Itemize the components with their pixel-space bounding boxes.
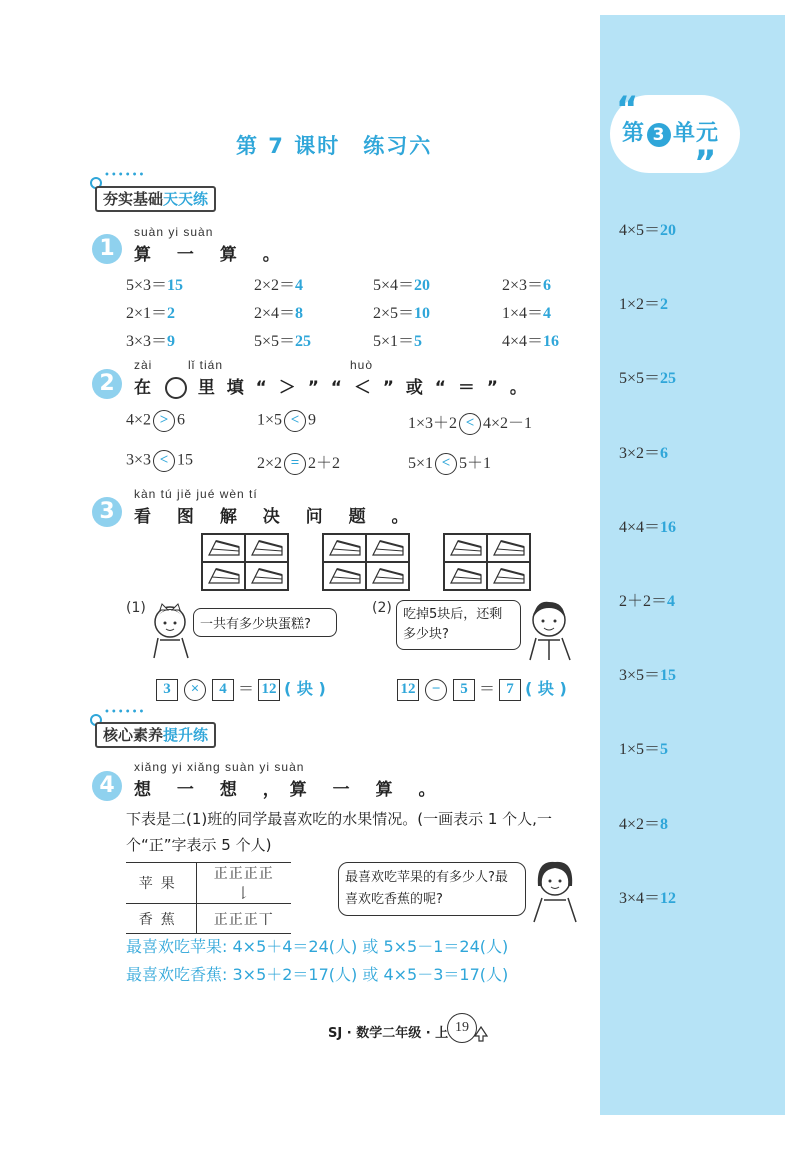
left-expression: 4×2	[126, 411, 152, 429]
answer: 8	[660, 815, 669, 833]
cake-icon	[206, 565, 242, 587]
cake-icon	[448, 537, 484, 559]
section-basic-practice: 夯实基础天天练	[95, 186, 216, 212]
expression: 5×5＝	[619, 370, 661, 388]
cake-cell	[366, 562, 409, 590]
sidebar-answer-item	[619, 662, 676, 685]
cake-box	[322, 533, 410, 591]
right-expression: 5＋1	[459, 455, 492, 472]
right-expression: 9	[308, 411, 317, 429]
answer: 20	[414, 277, 431, 294]
cake-icon	[206, 537, 242, 559]
answer: 16	[660, 518, 677, 536]
blank-circle-icon	[165, 377, 187, 399]
answer: 6	[543, 277, 552, 294]
answer-sign: =	[284, 453, 306, 475]
table-cell: 苹果	[126, 863, 196, 904]
cake-cell	[245, 534, 288, 562]
table-cell: 香蕉	[126, 904, 196, 934]
calc-item	[373, 272, 430, 295]
answer-banana: 最喜欢吃香蕉: 3×5＋2＝17(人) 或 4×5－3＝17(人)	[126, 965, 509, 984]
cake-cell	[323, 534, 366, 562]
calc-item	[373, 300, 430, 323]
problem-description: 下表是二(1)班的同学最喜欢吃的水果情况。(一画表示 1 个人,一个“正”字表示 5 个人)	[126, 810, 552, 854]
cake-cell	[323, 562, 366, 590]
expression: 5×4＝	[373, 277, 415, 294]
sidebar-answer-item	[619, 514, 676, 537]
expression: 5×3＝	[126, 277, 168, 294]
answer: 4	[295, 277, 304, 294]
cake-icon	[491, 565, 527, 587]
equation-1: 3 × 4 ＝ 12 ( 块 )	[156, 676, 326, 701]
expression: 4×4＝	[619, 518, 661, 536]
cake-cell	[366, 534, 409, 562]
section-dots: ••••••	[104, 707, 146, 718]
left-expression: 2×2	[257, 455, 283, 472]
answer-sign: <	[459, 413, 481, 435]
answer: 2	[167, 305, 176, 322]
answer: 5	[414, 333, 423, 350]
cake-icon	[327, 537, 363, 559]
expression: 2×1＝	[126, 305, 168, 322]
compare-item	[126, 410, 185, 432]
answer: 8	[295, 305, 304, 322]
question-text: 算 一 算 。	[134, 245, 290, 265]
answer: 25	[660, 370, 677, 388]
question-text: 看 图 解 决 问 题 。	[134, 507, 419, 527]
pinyin: xiǎng yi xiǎng suàn yi suàn	[134, 760, 305, 774]
sidebar-answer-item	[619, 440, 668, 463]
expression: 2×2＝	[254, 277, 296, 294]
left-expression: 5×1	[408, 455, 434, 472]
book-label: SJ · 数学二年级 · 上	[328, 1026, 449, 1041]
cake-box	[443, 533, 531, 591]
pinyin: kàn tú jiě jué wèn tí	[134, 487, 258, 501]
compare-item	[126, 450, 193, 472]
left-expression: 1×5	[257, 411, 283, 429]
compare-item	[257, 410, 316, 432]
answer: 4	[543, 305, 552, 322]
cake-icon	[491, 537, 527, 559]
equation-2: 12 − 5 ＝ 7 ( 块 )	[397, 676, 567, 701]
cake-cell	[202, 562, 245, 590]
cake-icon	[370, 565, 406, 587]
pinyin: suàn yi suàn	[134, 225, 214, 239]
girl-icon	[148, 598, 198, 663]
calc-item	[502, 328, 559, 351]
compare-item	[408, 450, 491, 475]
speech-bubble: 最喜欢吃苹果的有多少人?最喜欢吃香蕉的呢?	[338, 862, 526, 916]
cake-cell	[444, 534, 487, 562]
answer-sidebar	[600, 15, 785, 1115]
calc-item	[126, 300, 175, 323]
right-expression: 4×2－1	[483, 415, 533, 432]
section-dots: ••••••	[104, 170, 146, 181]
pinyin: zài	[134, 358, 153, 372]
expression: 2×3＝	[502, 277, 544, 294]
expression: 3×4＝	[619, 889, 661, 907]
pinyin: lǐ tián	[188, 358, 224, 372]
calc-item	[502, 272, 551, 295]
left-expression: 1×3＋2	[408, 415, 458, 432]
expression: 1×2＝	[619, 296, 661, 314]
question-number: 1	[92, 234, 122, 264]
cake-icon	[448, 565, 484, 587]
answer: 16	[543, 333, 560, 350]
cake-cell	[245, 562, 288, 590]
answer: 25	[295, 333, 312, 350]
calc-item	[126, 328, 175, 351]
answer: 9	[167, 333, 176, 350]
question-number: 4	[92, 771, 122, 801]
cake-cell	[202, 534, 245, 562]
left-expression: 3×3	[126, 451, 152, 469]
answer: 2	[660, 296, 669, 314]
compare-item	[408, 410, 532, 435]
table-row	[126, 904, 291, 934]
expression: 3×2＝	[619, 444, 661, 462]
compare-item	[257, 450, 340, 475]
sidebar-answer-item	[619, 365, 676, 388]
answer: 15	[660, 667, 677, 685]
cake-icon	[327, 565, 363, 587]
section-core-skills: 核心素养提升练	[95, 722, 216, 748]
answer: 15	[167, 277, 184, 294]
answer: 12	[660, 889, 677, 907]
expression: 4×2＝	[619, 815, 661, 833]
table-row	[126, 863, 291, 904]
calc-item	[254, 272, 303, 295]
sidebar-answer-item	[619, 588, 675, 611]
right-expression: 2＋2	[308, 455, 341, 472]
sidebar-answer-item	[619, 811, 668, 834]
speech-bubble: 一共有多少块蛋糕?	[193, 608, 337, 637]
expression: 5×1＝	[373, 333, 415, 350]
calc-item	[502, 300, 551, 323]
answer: 20	[660, 222, 677, 239]
open-quote-icon: “	[616, 89, 639, 129]
answer-sign: >	[153, 410, 175, 432]
expression: 1×4＝	[502, 305, 544, 322]
answer-sign: <	[284, 410, 306, 432]
calc-item	[126, 272, 183, 295]
cake-cell	[487, 562, 530, 590]
cake-icon	[249, 565, 285, 587]
part-label: (1)	[126, 600, 146, 616]
cake-cell	[444, 562, 487, 590]
expression: 1×5＝	[619, 741, 661, 759]
speech-bubble: 吃掉5块后，还剩多少块?	[396, 600, 521, 650]
answer-apple: 最喜欢吃苹果: 4×5＋4＝24(人) 或 5×5－1＝24(人)	[126, 937, 509, 956]
answer: 4	[667, 593, 676, 610]
girl-icon	[528, 856, 583, 928]
table-cell: 正正正正𠄌	[196, 863, 291, 904]
pinyin: huò	[350, 358, 374, 372]
calc-item	[254, 300, 303, 323]
expression: 4×5＝	[619, 222, 661, 239]
answer: 6	[660, 444, 669, 462]
tree-icon	[474, 1026, 488, 1042]
expression: 4×4＝	[502, 333, 544, 350]
right-expression: 15	[177, 451, 194, 469]
part-label: (2)	[372, 600, 392, 616]
question-text: 在 里 填 “ ＞ ” “ ＜ ” 或 “ ＝ ” 。	[134, 378, 530, 398]
expression: 2×4＝	[254, 305, 296, 322]
expression: 2×5＝	[373, 305, 415, 322]
page-number: 19	[447, 1013, 477, 1043]
sidebar-answer-item	[619, 736, 668, 759]
calc-item	[254, 328, 311, 351]
calc-item	[373, 328, 422, 351]
cake-cell	[487, 534, 530, 562]
table-cell: 正正正丅	[196, 904, 291, 934]
sidebar-answer-item	[619, 217, 676, 240]
right-expression: 6	[177, 411, 186, 429]
cake-icon	[249, 537, 285, 559]
answer: 10	[414, 305, 431, 322]
question-number: 3	[92, 497, 122, 527]
question-text: 想 一 想 ，算 一 算 。	[134, 780, 446, 800]
sidebar-answer-item	[619, 291, 668, 314]
fruit-tally-table	[126, 862, 291, 934]
unit-label: 第 3 单元	[622, 121, 720, 146]
answer-sign: <	[435, 453, 457, 475]
page-title: 第 7 课时 练习六	[236, 134, 433, 158]
expression: 3×3＝	[126, 333, 168, 350]
cake-box	[201, 533, 289, 591]
sidebar-answer-item	[619, 885, 676, 908]
answer: 5	[660, 741, 669, 759]
question-number: 2	[92, 369, 122, 399]
answer-sign: <	[153, 450, 175, 472]
close-quote-icon: ”	[694, 143, 717, 183]
cake-icon	[370, 537, 406, 559]
expression: 2＋2＝	[619, 593, 668, 610]
expression: 3×5＝	[619, 667, 661, 685]
boy-icon	[522, 596, 577, 666]
expression: 5×5＝	[254, 333, 296, 350]
